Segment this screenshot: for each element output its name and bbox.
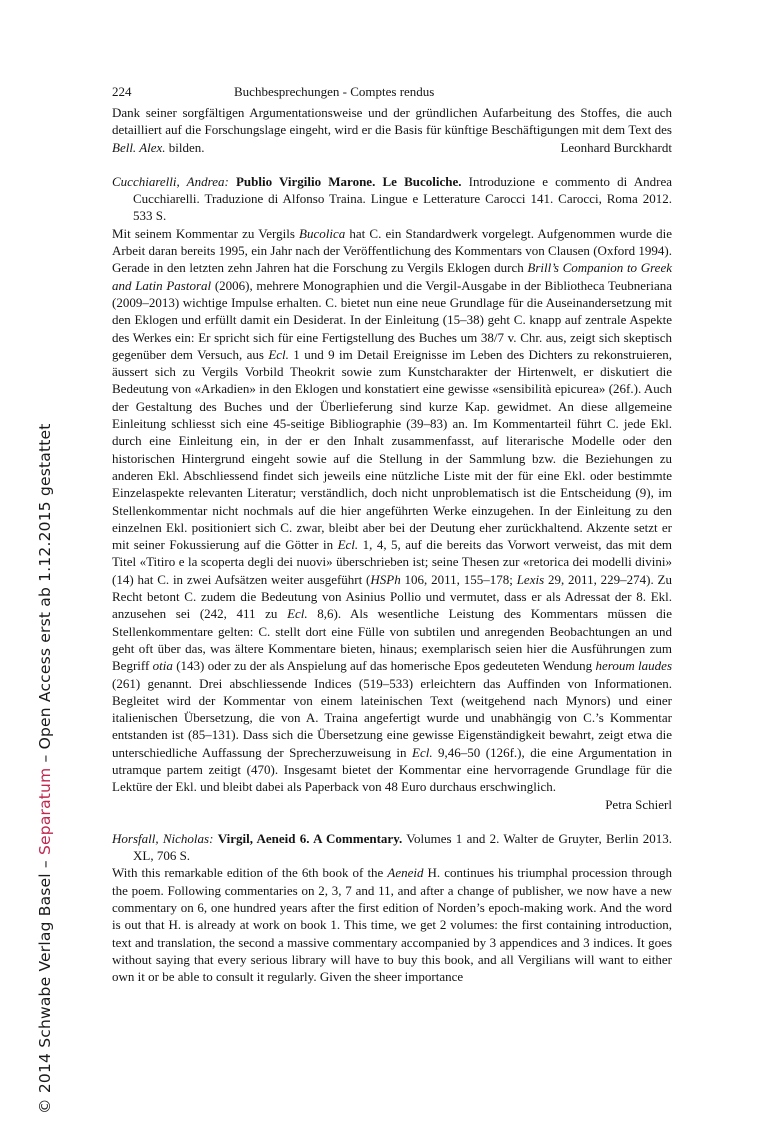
review-previous — [112, 104, 672, 156]
page-number: 224 — [112, 84, 132, 99]
book-details: Volumes 1 and 2. Walter de Gruyter, Berlin 2013. XL, 706 S. — [133, 830, 672, 864]
running-header — [112, 84, 672, 100]
review-previous-text: Dank seiner sorgfältigen Argumentationsweise und der gründlichen Aufarbeitung des Stoffes, die auch detailliert auf die Forschungslage eingeht, wird er die Basis für künftige Beschäftigungen mit dem Text des Bell. Alex. bilden. Leonhard Burckhardt — [112, 105, 672, 155]
review-horsfall — [112, 830, 672, 986]
copyright-sidebar — [0, 0, 60, 1131]
book-title: Publio Virgilio Marone. Le Bucoliche. — [235, 173, 462, 189]
book-details: Introduzione e commento di Andrea Cucchiarelli. Traduzione di Alfonso Traina. Lingue e Letterature Carocci 141. Carocci, Roma 2012. 533 S. — [133, 173, 672, 224]
running-title: Buchbesprechungen - Comptes rendus — [234, 84, 435, 99]
book-title: Virgil, Aeneid 6. A Commentary. — [217, 830, 403, 846]
review-signature: Petra Schierl — [605, 796, 672, 812]
book-author: Cucchiarelli, Andrea: — [112, 173, 229, 189]
page-content — [112, 84, 672, 986]
book-author: Horsfall, Nicholas: — [112, 830, 214, 846]
review-body: Mit seinem Kommentar zu Vergils Bucolica hat C. ein Standardwerk vorgelegt. Aufgenommen wurde die Arbeit daran bereits 1995, ein Jahr nach der Veröffentlichung des Kommentars von Clausen (Oxford 1994). Gerade in den letzten zehn Jahren hat die Forschung zu Vergils Eklogen durch Brill’s Companion to Greek and Latin Pastoral (2006), mehrere Monographien und die Vergil-Ausgabe in der Bibliotheca Teubneriana (2009–2013) wichtige Impulse erhalten. C. bietet nun eine neue Grundlage für die Auseinandersetzung mit den Eklogen und erfüllt damit ein Desiderat. In der Einleitung (15–38) geht C. knapp auf zentrale Aspekte des Werkes ein: Er spricht sich für eine Fertigstellung des Buches um 38/7 v. Chr. aus, zeigt sich skeptisch gegenüber dem Versuch, aus Ecl. 1 und 9 im Detail Ereignisse im Leben des Dichters zu rekonstruieren, äussert sich zu Vergils Vorbild Theokrit sowie zum Kunstcharakter der Hirtenwelt, er diskutiert die Bedeutung von «Arkadien» in den Eklogen und konstatiert eine gewisse «sensibilità epicurea» (26f.). Auch der Gestaltung des Buches und der Überlieferung sind kurze Kap. gewidmet. An diese allgemeine Einleitung schliesst sich eine 45-seitige Bibliographie (39–83) an. Im Kommentarteil führt C. jede Ekl. durch eine Einleitung ein, in der er den Inhalt zusammenfasst, auf literarische Modelle oder den historischen Hintergrund eingeht sowie auf die Stellung in der Sammlung bzw. die Beziehungen zu anderen Ekl. Abschliessend findet sich jeweils eine nützliche Liste mit der für eine Ekl. oder bestimmte Einzelaspekte relevanten Literatur; verständlich, doch nicht unproblematisch ist die Entscheidung (9), im Stellenkommentar nicht nochmals auf die hier angeführten Werke einzugehen. In der Einleitung zu den einzelnen Ekl. positioniert sich C. zwar, bleibt aber bei der Deutung eher zurückhaltend. Akzente setzt er mit seiner Fokussierung auf die Götter in Ecl. 1, 4, 5, auf die bereits das Vorwort verweist, das mit dem Titel «Titiro e la scoperta degli dei nuovi» überschrieben ist; seine Thesen zur «retorica dei modelli divini» (14) hat C. in zwei Aufsätzen weiter ausgeführt (HSPh 106, 2011, 155–178; Lexis 29, 2011, 229–274). Zu Recht betont C. zudem die Bedeutung von Asinius Pollio und vermutet, dass er als Adressat der 8. Ekl. anzusehen sei (242, 411 zu Ecl. 8,6). Als wesentliche Leistung des Kommentars müssen die Stellenkommentare gelten: C. stellt dort eine Fülle von subtilen und anregenden Beobachtungen an und geht oft über das, was ältere Kommentare bieten, hinaus; exemplarisch seien hier die Ausführungen zum Begriff otia (143) oder zu der als Anspielung auf das homerische Epos gedeuteten Wendung heroum laudes (261) genannt. Drei abschliessende Indices (519–533) erleichtern das Auffinden von Informationen. Begleitet wird der Kommentar von einem lateinischen Text (weitgehend nach Mynors) und einer italienischen Übersetzung, die von A. Traina angefertigt wurde und unabhängig von C.’s Kommentar entstanden ist (85–131). Dass sich die Übersetzung eine gewisse Eigenständigkeit bewahrt, zeigt etwa die unterschiedliche Auffassung der Sprecherzuweisung in Ecl. 9,46–50 (126f.), die eine Argumentation in utramque partem zeitigt (470). Insgesamt bietet der Kommentar eine hervorragende Grundlage für die Lektüre der Ekl. und bleibt dabei als Paperback von 48 Euro durchaus erschwinglich. — [112, 225, 673, 795]
book-citation — [112, 830, 672, 865]
review-body: With this remarkable edition of the 6th book of the Aeneid H. continues his triumphal procession through the poem. Following commentaries on 2, 3, 7 and 11, and after a change of publisher, we now have a new commentary on 6, one hundred years after the first edition of Norden’s epoch-making work. And the word is out that H. is already at work on book 1. This time, we get 2 volumes: the first containing introduction, text and translation, the second a massive commentary accompanied by 3 appendices and 3 indices. It goes without saying that every serious library will have to buy this book, and all Vergilians will want to either own it or be able to consult it regularly. Given the sheer importance — [112, 865, 672, 985]
copyright-notice: © 2014 Schwabe Verlag Basel – Separatum – Open Access erst ab 1.12.2015 gestattet — [36, 423, 54, 1114]
review-cucchiarelli — [112, 173, 672, 813]
book-citation — [112, 173, 672, 225]
review-signature: Leonhard Burckhardt — [560, 139, 672, 155]
separatum-highlight: Separatum — [36, 767, 54, 855]
